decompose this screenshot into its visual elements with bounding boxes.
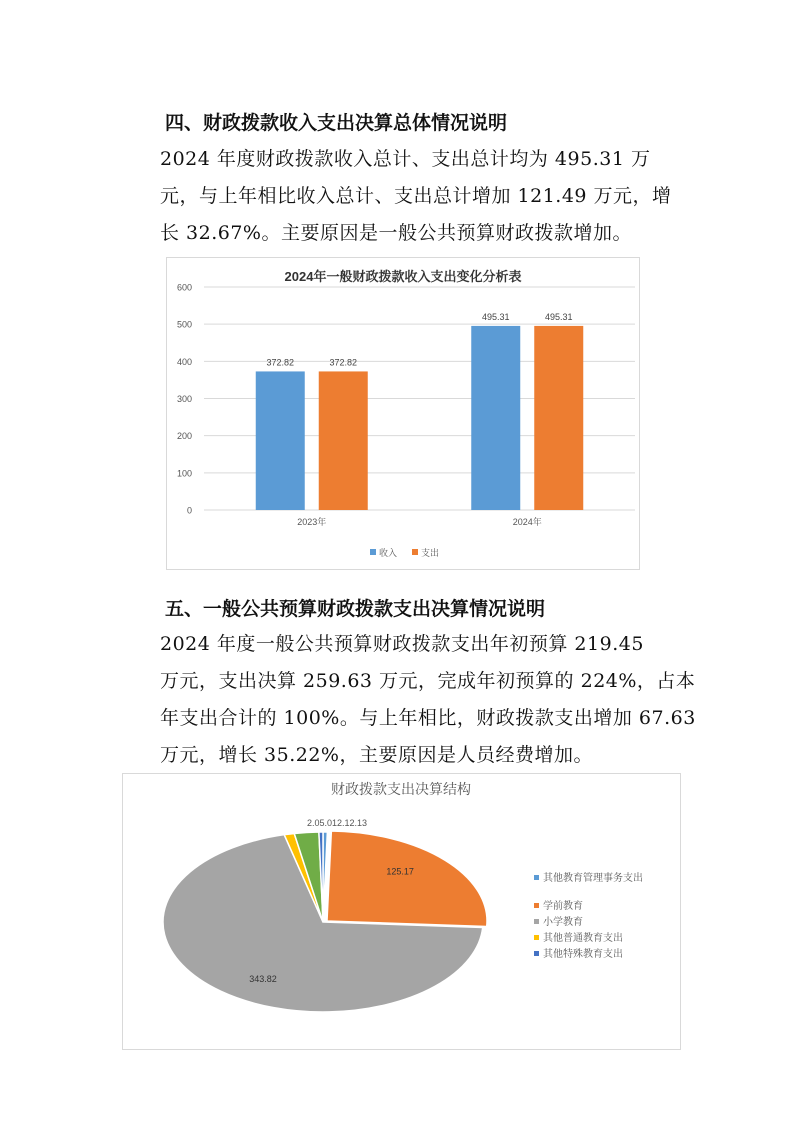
section-4-paragraph xyxy=(160,141,670,252)
pie-data-label: 125.17 xyxy=(386,866,414,877)
pie-small-labels: 2.05.012.12.13 xyxy=(307,818,368,828)
legend-swatch xyxy=(412,549,418,555)
bar-data-label: 372.82 xyxy=(329,357,358,368)
y-tick-label: 300 xyxy=(176,394,192,404)
legend-swatch xyxy=(534,875,539,880)
paragraph-line: 年支出合计的 100%。与上年相比，财政拨款支出增加 67.63 xyxy=(160,707,696,729)
bar xyxy=(471,326,520,510)
legend-swatch xyxy=(534,935,539,940)
legend-swatch xyxy=(534,903,539,908)
bar-data-label: 372.82 xyxy=(266,357,295,368)
legend-swatch xyxy=(534,951,539,956)
legend-label: 其他普通教育支出 xyxy=(543,933,623,944)
section-4-heading: 四、财政拨款收入支出决算总体情况说明 xyxy=(165,112,508,134)
y-tick-label: 0 xyxy=(186,505,192,516)
y-tick-label: 100 xyxy=(176,468,192,479)
pie-chart-svg xyxy=(123,774,680,1049)
paragraph-line: 元，与上年相比收入总计、支出总计增加 121.49 万元，增 xyxy=(160,185,672,207)
paragraph-line: 2024 年度一般公共预算财政拨款支出年初预算 219.45 xyxy=(160,633,644,655)
paragraph-line: 长 32.67%。主要原因是一般公共预算财政拨款增加。 xyxy=(160,222,632,244)
section-5-paragraph xyxy=(160,626,696,774)
bar-chart-x-axis xyxy=(297,516,542,527)
paragraph-line: 2024 年度财政拨款收入总计、支出总计均为 495.31 万 xyxy=(160,148,651,170)
pie-chart-legend xyxy=(534,871,643,960)
y-tick-label: 400 xyxy=(176,356,192,367)
legend-label: 学前教育 xyxy=(543,901,583,912)
pie-chart-title: 财政拨款支出决算结构 xyxy=(331,781,471,797)
bar xyxy=(319,371,368,510)
legend-label: 小学教育 xyxy=(543,917,583,928)
y-tick-label: 600 xyxy=(176,282,192,293)
section-5-heading: 五、一般公共预算财政拨款支出决算情况说明 xyxy=(165,598,546,620)
bar-data-label: 495.31 xyxy=(544,311,573,322)
x-tick-label: 2023年 xyxy=(297,517,327,527)
pie-slice xyxy=(327,831,487,926)
bar-chart xyxy=(166,257,640,570)
bar-chart-y-axis xyxy=(177,283,192,516)
y-tick-label: 500 xyxy=(176,319,192,330)
legend-label: 其他教育管理事务支出 xyxy=(543,873,643,884)
legend-label: 其他特殊教育支出 xyxy=(543,949,623,960)
paragraph-line: 万元，支出决算 259.63 万元，完成年初预算的 224%，占本 xyxy=(160,670,696,692)
legend-label: 支出 xyxy=(421,548,440,558)
x-tick-label: 2024年 xyxy=(512,517,542,527)
y-tick-label: 200 xyxy=(176,431,192,442)
bar-data-label: 495.31 xyxy=(481,311,510,322)
pie-chart-slices xyxy=(163,831,487,1012)
bar-chart-title: 2024年一般财政拨款收入支出变化分析表 xyxy=(284,269,522,284)
bar-chart-legend xyxy=(370,547,439,558)
bar xyxy=(534,326,583,510)
legend-label: 收入 xyxy=(379,548,398,558)
bar-chart-bars xyxy=(256,312,584,510)
pie-chart xyxy=(122,773,681,1050)
paragraph-line: 万元，增长 35.22%，主要原因是人员经费增加。 xyxy=(160,744,593,766)
pie-data-label: 343.82 xyxy=(249,974,277,984)
legend-swatch xyxy=(370,549,376,555)
bar xyxy=(256,371,305,510)
bar-chart-svg xyxy=(167,258,639,569)
legend-swatch xyxy=(534,919,539,924)
